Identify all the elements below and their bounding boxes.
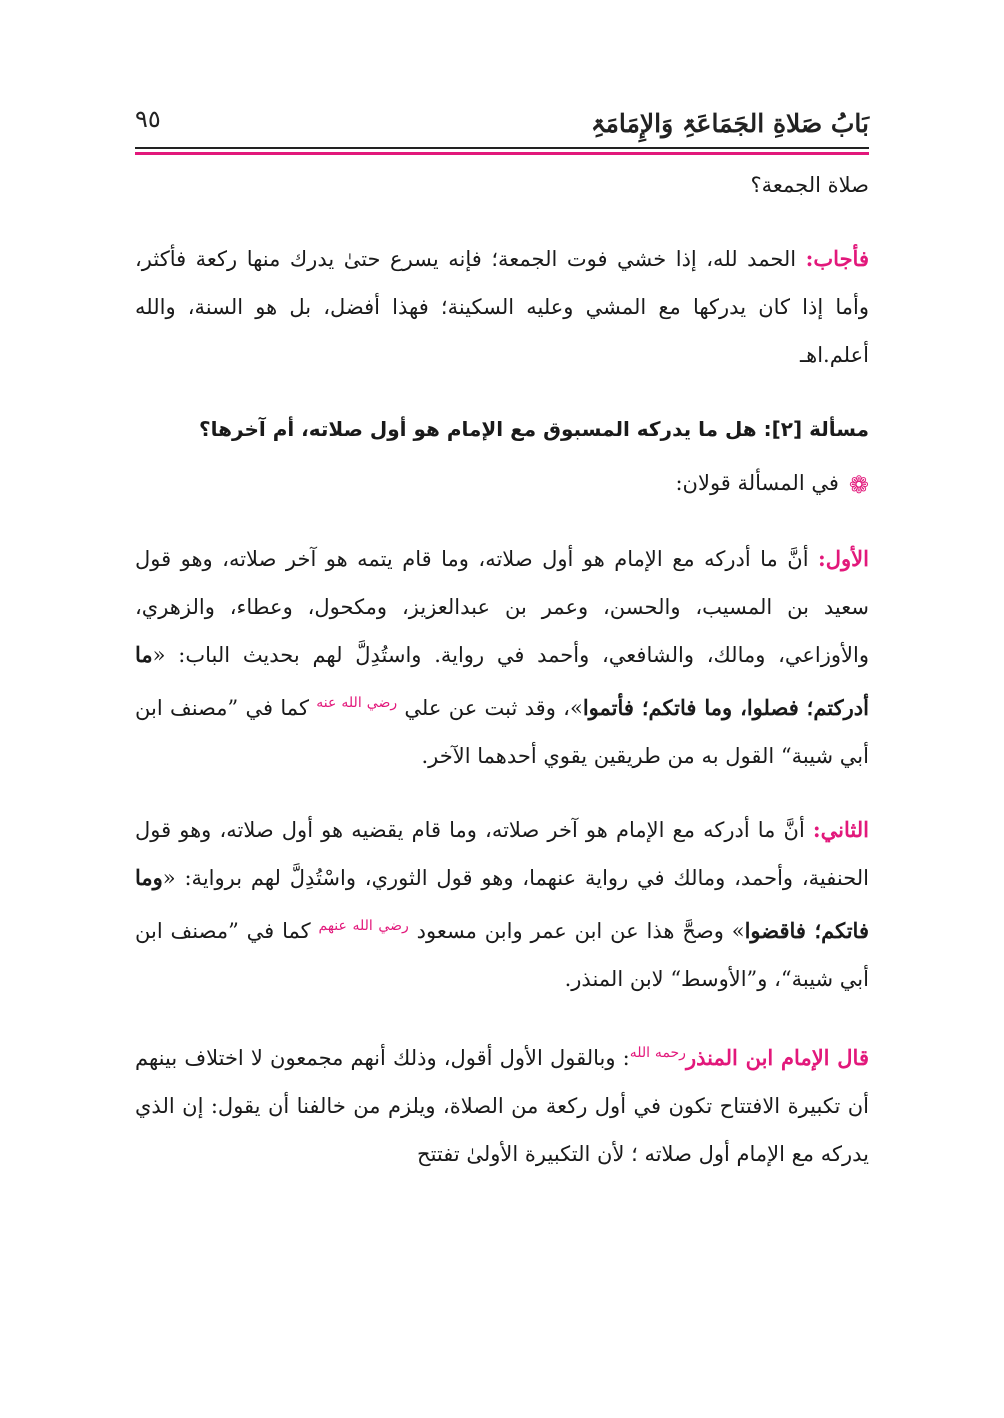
intro-text: في المسألة قولان: <box>675 471 839 495</box>
honorific-glyph: رحمه الله <box>629 1044 686 1061</box>
second-opinion-text-3: كما في ”مصنف ابن أبي شيبة“، و”الأوسط“ لابن المنذر. <box>135 918 869 991</box>
second-opinion-text-2: » وصحَّ هذا عن ابن عمر وابن مسعود <box>408 918 745 943</box>
flower-ornament-icon: ❁ <box>848 470 869 499</box>
chapter-title: بَابُ صَلاةِ الجَمَاعَۃِ وَالإِمَامَۃِ <box>590 109 869 138</box>
first-opinion-text-3: كما في ”مصنف ابن أبي شيبة“ القول به من طريقين يقوي أحدهما الآخر. <box>135 695 869 768</box>
second-opinion-label: الثاني: <box>812 816 869 842</box>
second-hadith-quote: وما فاتكم؛ فاقضوا <box>135 864 869 943</box>
page-number: ٩٥ <box>135 105 161 133</box>
first-opinion-text-2: »، وقد ثبت عن علي <box>397 695 583 720</box>
answer-text: الحمد لله، إذا خشي فوت الجمعة؛ فإنه يسرع حتىٰ يدرك منها ركعة فأكثر، وأما إذا كان يدركها مع المشي وعليه السكينة؛ فهذا أفضل، بل هو السنة، والله أعلم.اهـ <box>135 247 869 367</box>
header-rule-dark <box>135 147 869 149</box>
paragraph-intro <box>135 459 869 509</box>
paragraph-second-opinion <box>135 806 869 1003</box>
honorific-glyph: رضي الله عنهم <box>318 917 409 934</box>
paragraph-answer <box>135 235 869 379</box>
question-text: هل ما يدركه المسبوق مع الإمام هو أول صلاته، أم آخرها؟ <box>199 417 764 441</box>
question-label: مسألة [٢]: <box>763 417 869 441</box>
ibn-almundhir-text: : وبالقول الأول أقول، وذلك أنهم مجمعون لا اختلاف بينهم أن تكبيرة الافتتاح تكون في أول ركعة من الصلاة، ويلزم من خالفنا أن يقول: إن الذي يدركه مع الإمام أول صلاته ؛ لأن التكبيرة الأولىٰ تفتتح <box>135 1045 869 1166</box>
question-heading <box>135 405 869 453</box>
second-opinion-text-1: أنَّ ما أدركه مع الإمام هو آخر صلاته، وما قام يقضيه هو أول صلاته، وهو قول الحنفية، وأحمد، ومالك في رواية عنهما، وهو قول الثوري، واسْتُدِلَّ لهم برواية: « <box>135 817 869 890</box>
answer-label: فأجاب: <box>805 246 869 271</box>
document-page <box>135 95 869 1178</box>
honorific-glyph: رضي الله عنه <box>316 694 398 711</box>
page-header <box>135 95 869 143</box>
ibn-almundhir-label: قال الإمام ابن المنذر <box>685 1044 869 1070</box>
paragraph-ibn-almundhir <box>135 1029 869 1178</box>
header-rule-pink <box>135 152 869 155</box>
paragraph-first-opinion <box>135 535 869 780</box>
first-hadith-quote: ما أدركتم؛ فصلوا، وما فاتكم؛ فأتموا <box>135 641 869 720</box>
paragraph-question-end: صلاة الجمعة؟ <box>750 173 869 197</box>
first-opinion-text-1: أنَّ ما أدركه مع الإمام هو أول صلاته، وما قام يتمه هو آخر صلاته، وهو قول سعيد بن المسيب، والحسن، وعمر بن عبدالعزيز، ومكحول، وعطاء، والزهري، والأوزاعي، ومالك، والشافعي، وأحمد في رواية. واستُدِلَّ لهم بحديث الباب: « <box>135 546 869 667</box>
first-opinion-label: الأول: <box>818 545 869 571</box>
